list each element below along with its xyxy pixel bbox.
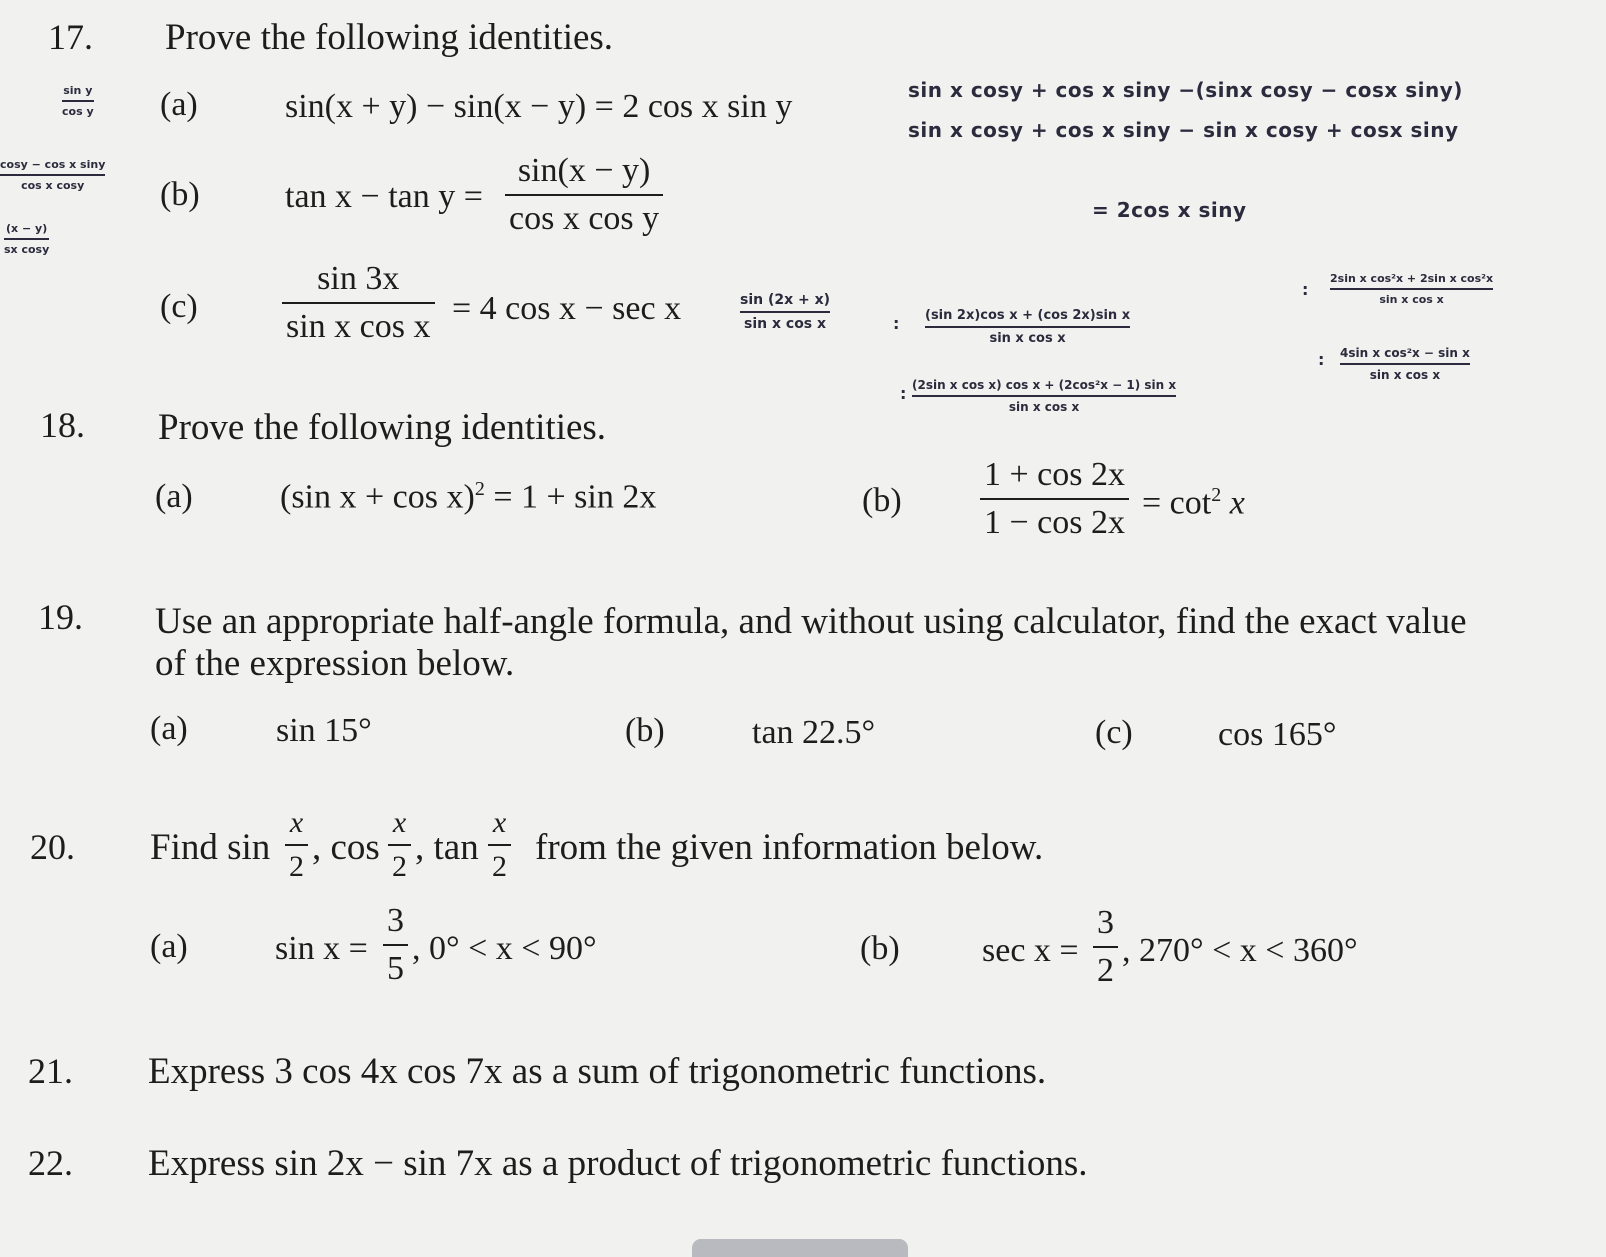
part-label: (c) — [160, 288, 198, 325]
expression: cos 165° — [1218, 716, 1337, 753]
hand-denominator: cos x cosy — [21, 179, 85, 192]
question-heading: Prove the following identities. — [165, 17, 614, 58]
hand-equals: : — [900, 384, 907, 403]
given-range: , 0° < x < 90° — [412, 930, 597, 967]
hand-denominator: sin x cos x — [744, 316, 827, 332]
fraction-numerator: sin(x − y) — [517, 152, 651, 189]
handwritten-working: sin x cosy + cos x siny −(sinx cosy − cosx siny) — [908, 78, 1463, 102]
handwritten-working: = 2cos x siny — [1092, 198, 1247, 222]
identity-lhs: (sin x + cos x) — [280, 478, 475, 516]
question-text-line2: of the expression below. — [155, 643, 515, 684]
identity-rhs: = 4 cos x − sec x — [452, 290, 682, 327]
handwritten-fraction — [1330, 272, 1493, 306]
hand-denominator: sin x cos x — [1379, 293, 1444, 306]
question-number: 19. — [38, 597, 83, 637]
fraction-denominator: 2 — [392, 850, 407, 883]
part-label: (a) — [160, 86, 198, 123]
fraction-numerator: sin 3x — [317, 260, 400, 297]
question-text: Express sin 2x − sin 7x as a product of trigonometric functions. — [148, 1143, 1088, 1184]
hand-fraction-bar — [740, 311, 830, 313]
fraction-denominator: sin x cos x — [286, 308, 431, 345]
identity-rhs — [1142, 484, 1245, 522]
hand-denominator: sin x cos x — [989, 331, 1066, 346]
variable: x — [1229, 484, 1245, 522]
exponent: 2 — [474, 478, 485, 500]
question-number: 20. — [30, 827, 75, 867]
half-angle-fraction — [488, 808, 511, 882]
hand-fraction-bar — [62, 100, 94, 102]
question-number: 17. — [48, 17, 93, 57]
question-number: 22. — [28, 1143, 73, 1183]
hand-numerator: (2sin x cos x) cos x + (2cos²x − 1) sin x — [912, 378, 1177, 392]
hand-denominator: sin x cos x — [1008, 400, 1080, 414]
identity-fraction — [282, 262, 435, 344]
question-tail: from the given information below. — [535, 827, 1044, 868]
handwritten-fraction — [4, 222, 49, 256]
part-label: (c) — [1095, 714, 1133, 751]
fraction-numerator: x — [289, 806, 304, 839]
identity-expression — [280, 478, 656, 516]
fraction-denominator: 1 − cos 2x — [984, 504, 1125, 541]
given-fraction — [1093, 906, 1118, 988]
hand-numerator: 4sin x cos²x − sin x — [1340, 346, 1470, 360]
fraction-denominator: 5 — [387, 950, 404, 987]
handwritten-fraction — [925, 308, 1130, 346]
hand-numerator: sin y — [63, 84, 93, 97]
fraction-denominator: cos x cos y — [509, 200, 660, 237]
handwritten-fraction — [0, 158, 105, 192]
given-fraction — [383, 904, 408, 986]
scrollbar-thumb[interactable] — [692, 1239, 908, 1257]
fraction-denominator: 2 — [289, 850, 304, 883]
identity-rhs-text: = cot — [1142, 484, 1212, 522]
hand-fraction-bar — [1330, 288, 1493, 290]
hand-fraction-bar — [0, 174, 105, 176]
fraction-denominator: 2 — [492, 850, 507, 883]
hand-fraction-bar — [925, 326, 1130, 328]
question-number: 18. — [40, 405, 85, 445]
fraction-numerator: x — [492, 806, 507, 839]
hand-numerator: (x − y) — [6, 222, 48, 235]
given-lhs: sin x = — [275, 930, 368, 967]
part-label: (a) — [150, 710, 188, 747]
identity-rhs: = 1 + sin 2x — [493, 478, 657, 516]
question-heading: Prove the following identities. — [158, 407, 607, 448]
handwritten-fraction — [1340, 346, 1470, 382]
hand-denominator: sin x cos x — [1369, 368, 1441, 382]
half-angle-fraction — [388, 808, 411, 882]
question-text: Express 3 cos 4x cos 7x as a sum of trigonometric functions. — [148, 1051, 1047, 1092]
exponent: 2 — [1211, 484, 1222, 506]
part-label: (b) — [160, 176, 200, 213]
part-label: (a) — [155, 478, 193, 515]
expression: tan 22.5° — [752, 714, 876, 751]
fraction-numerator: 3 — [1097, 904, 1114, 941]
hand-fraction-bar — [912, 395, 1176, 397]
part-label: (b) — [625, 712, 665, 749]
expression: sin 15° — [276, 712, 372, 749]
hand-denominator: cos y — [62, 105, 94, 118]
hand-denominator: sx cosy — [4, 243, 50, 256]
identity-fraction — [980, 458, 1129, 540]
identity-expression: sin(x + y) − sin(x − y) = 2 cos x sin y — [285, 88, 793, 125]
fraction-numerator: 1 + cos 2x — [984, 456, 1125, 493]
fraction-numerator: 3 — [387, 902, 404, 939]
find-text: Find sin — [150, 827, 271, 868]
handwritten-fraction — [740, 292, 830, 332]
part-label: (b) — [862, 482, 902, 519]
handwritten-fraction — [62, 84, 94, 118]
handwritten-fraction — [912, 378, 1176, 414]
cos-text: , cos — [312, 827, 380, 868]
handwritten-working: sin x cosy + cos x siny − sin x cosy + cosx siny — [908, 118, 1459, 142]
given-range: , 270° < x < 360° — [1122, 932, 1358, 969]
part-label: (a) — [150, 928, 188, 965]
hand-fraction-bar — [1340, 363, 1470, 365]
tan-text: , tan — [415, 827, 479, 868]
hand-numerator: (sin 2x)cos x + (cos 2x)sin x — [925, 308, 1131, 323]
identity-lhs: tan x − tan y = — [285, 178, 483, 215]
hand-numerator: 2sin x cos²x + 2sin x cos²x — [1330, 272, 1494, 285]
hand-equals: : — [1302, 280, 1309, 299]
question-text-line1: Use an appropriate half-angle formula, and without using calculator, find the exact value — [155, 601, 1467, 642]
hand-numerator: sin (2x + x) — [740, 292, 831, 308]
half-angle-fraction — [285, 808, 308, 882]
fraction-denominator: 2 — [1097, 952, 1114, 989]
hand-equals: : — [893, 314, 900, 333]
hand-numerator: cosy − cos x siny — [0, 158, 106, 171]
hand-fraction-bar — [4, 238, 49, 240]
part-label: (b) — [860, 930, 900, 967]
given-lhs: sec x = — [982, 932, 1079, 969]
identity-fraction — [505, 154, 663, 236]
fraction-numerator: x — [392, 806, 407, 839]
hand-equals: : — [1318, 350, 1325, 369]
question-number: 21. — [28, 1051, 73, 1091]
